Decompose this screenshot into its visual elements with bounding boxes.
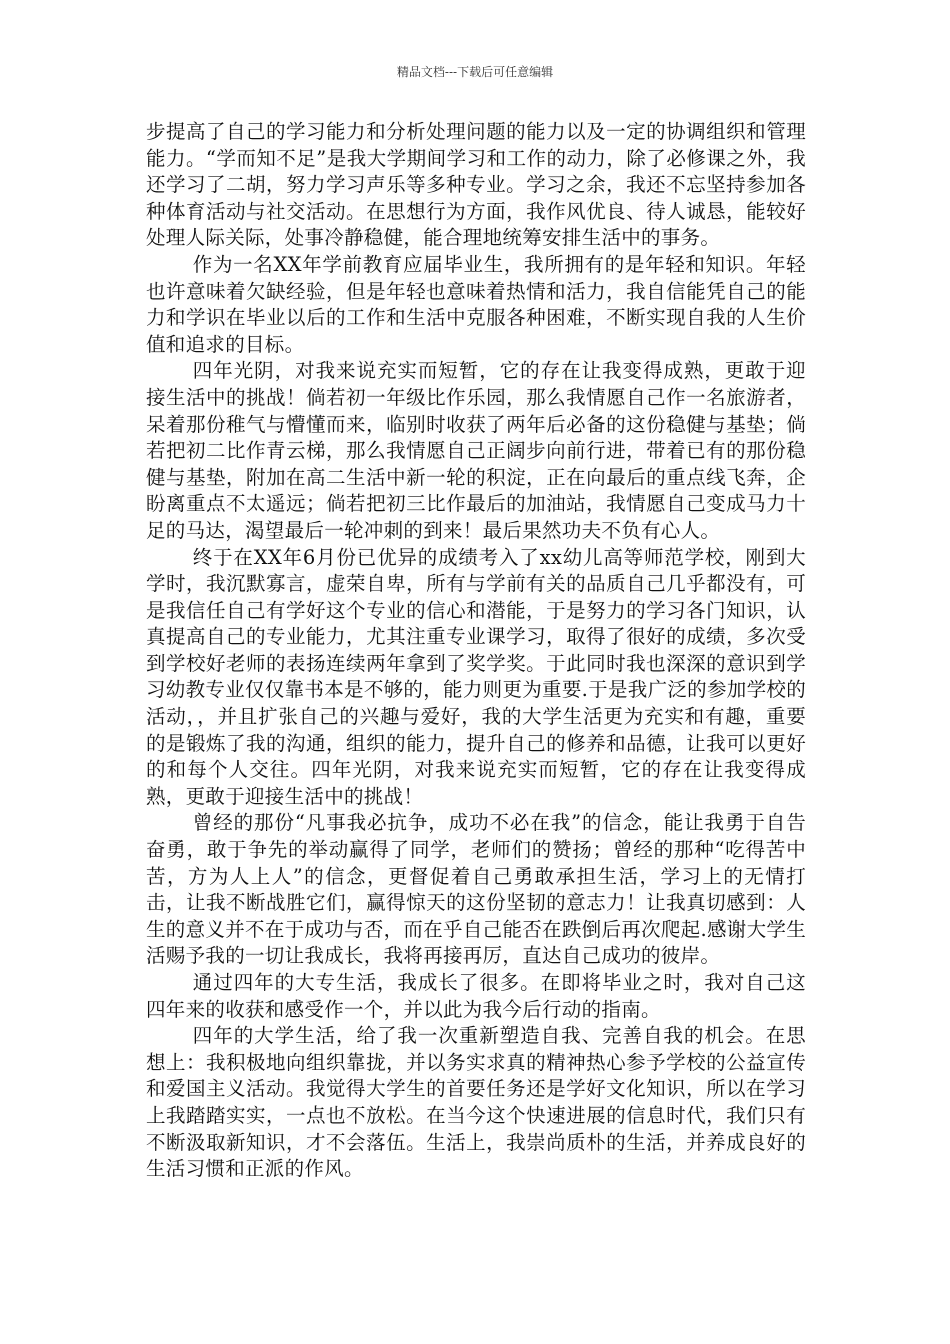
page-header: 精品文档---下载后可任意编辑 (396, 65, 554, 79)
paragraph-4: 终于在XX年6月份已优异的成绩考入了xx幼儿高等师范学校，刚到大学时，我沉默寡言，虚荣自卑，所有与学前有关的品质自己几乎都没有，可是我信任自己有学好这个专业的信心和潜能，于是努力的学习各门知识，认真提高自己的专业能力，尤其注重专业课学习，取得了很好的成绩，多次受到学校好老师的表扬连续两年拿到了奖学奖。于此同时我也深深的意识到学习幼教专业仅仅靠书本是不够的，能力则更为重要.于是我广泛的参加学校的活动，，并且扩张自己的兴趣与爱好，我的大学生活更为充实和有趣，重要的是锻炼了我的沟通，组织的能力，提升自己的修养和品德，让我可以更好的和每个人交往。四年光阴，对我来说充实而短暂，它的存在让我变得成熟，更敢于迎接生活中的挑战！ (146, 545, 806, 808)
paragraph-1: 步提高了自己的学习能力和分析处理问题的能力以及一定的协调组织和管理能力。“学而知不足”是我大学期间学习和工作的动力，除了必修课之外，我还学习了二胡，努力学习声乐等多种专业。学习之余，我还不忘坚持参加各种体育活动与社交活动。在思想行为方面，我作风优良、待人诚恳，能较好处理人际关际，处事冷静稳健，能合理地统筹安排生活中的事务。 (146, 120, 806, 250)
paragraph-2: 作为一名XX年学前教育应届毕业生，我所拥有的是年轻和知识。年轻也许意味着欠缺经验，但是年轻也意味着热情和活力，我自信能凭自己的能力和学识在毕业以后的工作和生活中克服各种困难，不断实现自我的人生价值和追求的目标。 (146, 252, 806, 356)
document-body (146, 119, 806, 1183)
paragraph-5: 曾经的那份“凡事我必抗争，成功不必在我”的信念，能让我勇于自告奋勇，敢于争先的举动赢得了同学，老师们的赞扬；曾经的那种“吃得苦中苦，方为人上人”的信念，更督促着自己勇敢承担生活，学习上的无情打击，让我不断战胜它们，赢得惊天的这份坚韧的意志力！让我真切感到：人生的意义并不在于成功与否，而在乎自己能否在跌倒后再次爬起.感谢大学生活赐予我的一切让我成长，我将再接再厉，直达自己成功的彼岸。 (146, 811, 806, 968)
paragraph-3: 四年光阴，对我来说充实而短暂，它的存在让我变得成熟，更敢于迎接生活中的挑战！倘若初一年级比作乐园，那么我情愿自己作一名旅游者，呆着那份稚气与懵懂而来，临别时收获了两年后必备的这份稳健与基垫；倘若把初二比作青云梯，那么我情愿自己正阔步向前行进，带着已有的那份稳健与基垫，附加在高二生活中新一轮的积淀，正在向最后的重点线飞奔，企盼离重点不太遥远；倘若把初三比作最后的加油站，我情愿自己变成马力十足的马达，渴望最后一轮冲刺的到来！最后果然功夫不负有心人。 (146, 359, 806, 542)
paragraph-7: 四年的大学生活，给了我一次重新塑造自我、完善自我的机会。在思想上：我积极地向组织靠拢，并以务实求真的精神热心参予学校的公益宣传和爱国主义活动。我觉得大学生的首要任务还是学好文化知识，所以在学习上我踏踏实实，一点也不放松。在当今这个快速进展的信息时代，我们只有不断汲取新知识，才不会落伍。生活上，我崇尚质朴的生活，并养成良好的生活习惯和正派的作风。 (146, 1024, 806, 1181)
paragraph-6: 通过四年的大专生活，我成长了很多。在即将毕业之时，我对自己这四年来的收获和感受作一个，并以此为我今后行动的指南。 (146, 971, 806, 1021)
